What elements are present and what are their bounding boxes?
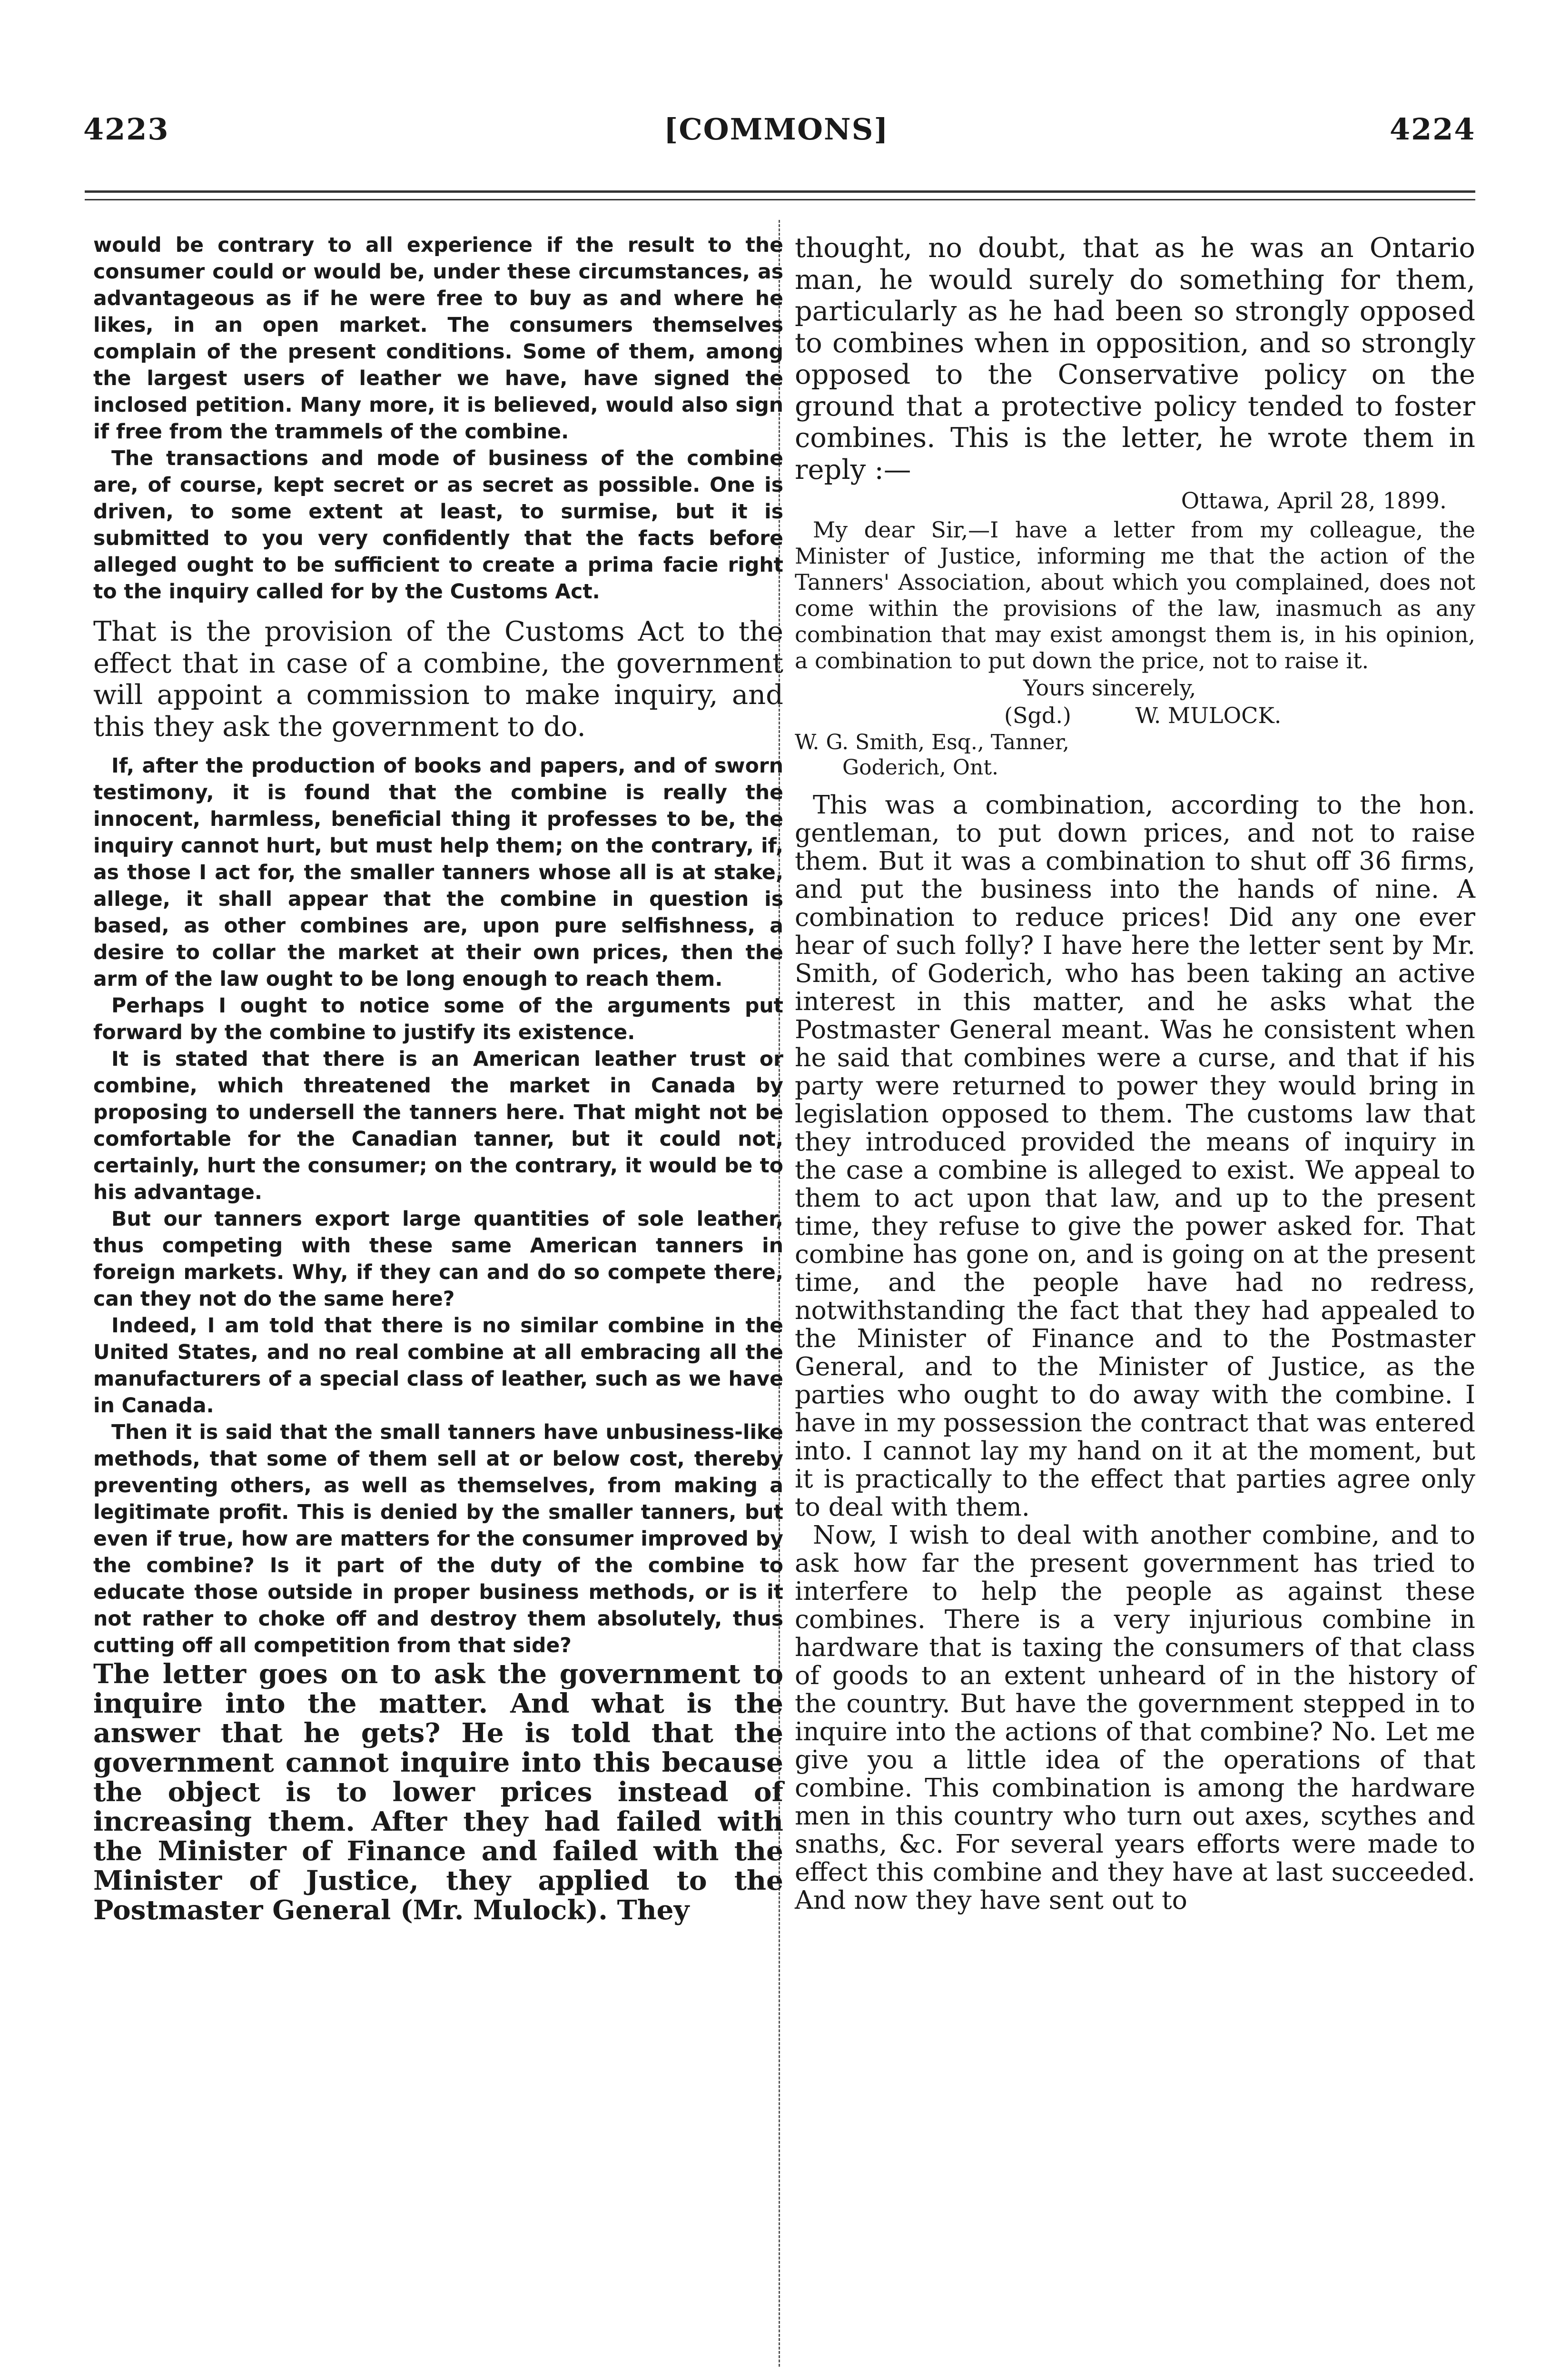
header-rule [85, 190, 1475, 193]
letter-addressee: W. G. Smith, Esq., Tanner, [795, 730, 1069, 754]
page-number-right: 4224 [1390, 112, 1476, 147]
speech-paragraph: Now, I wish to deal with another combine, and to ask how far the present government has tried to interfere to help the people as against these combines. There is a very injurious combine in hardware that is taxing the consumers of that class of goods to an extent unheard of in the history of the country. But have the government stepped in to inquire into the actions of that combine? No. Let me give you a little idea of the operations of that combine. This combination is among the hardware men in this country who turn out axes, scythes and snaths, &c. For several years efforts were made to effect this combine and they have at last succeeded. And now they have sent out to [795, 1520, 1475, 1915]
speech-paragraph: This was a combination, according to the hon. gentleman, to put down prices, and not to raise them. But it was a combination to shut off 36 firms, and put the business into the hands of nine. A combination to reduce prices! Did any one ever hear of such folly? I have here the letter sent by Mr. Smith, of Goderich, who has been taking an active interest in this matter, and he asks what the Postmaster General meant. Was he consistent when he said that combines were a curse, and that if his party were returned to power they would bring in legislation opposed to them. The customs law that they introduced provided the means of inquiry in the case a combine is alleged to exist. We appeal to them to act upon that law, and up to the present time, they refuse to give the power asked for. That combine has gone on, and is going on at the present time, and the people have had no redress, notwithstanding the fact that they had appealed to the Minister of Finance and to the Postmaster General, and to the Minister of Justice, as the parties who ought to do away with the combine. I have in my possession the contract that was entered into. I cannot lay my hand on it at the moment, but it is practically to the effect that parties agree only to deal with them. [795, 790, 1475, 1522]
right-column [795, 232, 1475, 1914]
letter-signature [795, 702, 1475, 729]
signature-name: W. MULOCK. [1135, 703, 1282, 728]
letter-address: Goderich, Ont. [842, 755, 998, 780]
speech-paragraph: That is the provision of the Customs Act to the effect that in case of a combine, the government will appoint a commission to make inquiry, and this they ask the government to do. [93, 615, 783, 743]
quoted-paragraph: Perhaps I ought to notice some of the arguments put forward by the combine to justify its existence. [93, 994, 783, 1044]
header-rule-thin [85, 199, 1475, 200]
letter-dateline: Ottawa, April 28, 1899. [1181, 488, 1447, 514]
quoted-paragraph: If, after the production of books and papers, and of sworn testimony, it is found that the combine is really the innocent, harmless, beneficial thing it professes to be, the inquiry cannot hurt, but must help them; on the contrary, if, as those I act for, the smaller tanners whose all is at stake, allege, it shall appear that the combine in question is based, as other combines are, upon pure selfishness, a desire to collar the market at their own prices, then the arm of the law ought to be long enough to reach them. [93, 754, 783, 991]
quoted-paragraph: would be contrary to all experience if the result to the consumer could or would be, under these circumstances, as advantageous as if he were free to buy as and where he likes, in an open market. The consumers themselves complain of the present conditions. Some of them, among the largest users of leather we have, have signed the inclosed petition. Many more, it is believed, would also sign if free from the trammels of the combine. [93, 234, 783, 444]
quoted-paragraph: The transactions and mode of business of the combine are, of course, kept secret or as secret as possible. One is driven, to some extent at least, to surmise, but it is submitted to you very confidently that the facts before alleged ought to be sufficient to create a prima facie right to the inquiry called for by the Customs Act. [93, 447, 783, 604]
quoted-paragraph: Indeed, I am told that there is no similar combine in the United States, and no real combine at all embracing all the manufacturers of a special class of leather, such as we have in Canada. [93, 1314, 783, 1418]
left-column [93, 232, 783, 1925]
quoted-paragraph: It is stated that there is an American leather trust or combine, which threatened the market in Canada by proposing to undersell the tanners here. That might not be comfortable for the Canadian tanner, but it could not, certainly, hurt the consumer; on the contrary, it would be to his advantage. [93, 1048, 783, 1204]
letter-body: My dear Sir,—I have a letter from my colleague, the Minister of Justice, informing me that the action of the Tanners' Association, about which you complained, does not come within the provisions of the law, inasmuch as any combination that may exist amongst them is, in his opinion, a combination to put down the price, not to raise it. [795, 517, 1475, 674]
signature-prefix: (Sgd.) [1004, 703, 1071, 728]
speech-paragraph: The letter goes on to ask the government to inquire into the matter. And what is the answer that he gets? He is told that the government cannot inquire into this because the object is to lower prices instead of increasing them. After they had failed with the Minister of Finance and failed with the Minister of Justice, they applied to the Postmaster General (Mr. Mulock). They [93, 1658, 783, 1926]
quoted-paragraph: Then it is said that the small tanners have unbusiness-like methods, that some of them sell at or below cost, thereby preventing others, as well as themselves, from making a legitimate profit. This is denied by the smaller tanners, but even if true, how are matters for the consumer improved by the combine? Is it part of the duty of the combine to educate those outside in proper business methods, or is it not rather to choke off and destroy them absolutely, thus cutting off all competition from that side? [93, 1421, 783, 1657]
speech-paragraph: thought, no doubt, that as he was an Ontario man, he would surely do something for them, particularly as he had been so strongly opposed to combines when in opposition, and so strongly opposed to the Conservative policy on the ground that a protective policy tended to foster combines. This is the letter, he wrote them in reply :— [795, 232, 1475, 486]
letter-closing: Yours sincerely, [1023, 675, 1196, 701]
page-title: [COMMONS] [664, 112, 889, 147]
page-number-left: 4223 [83, 112, 169, 147]
quoted-paragraph: But our tanners export large quantities of sole leather, thus competing with these same American tanners in foreign markets. Why, if they can and do so compete there, can they not do the same here? [93, 1208, 783, 1311]
